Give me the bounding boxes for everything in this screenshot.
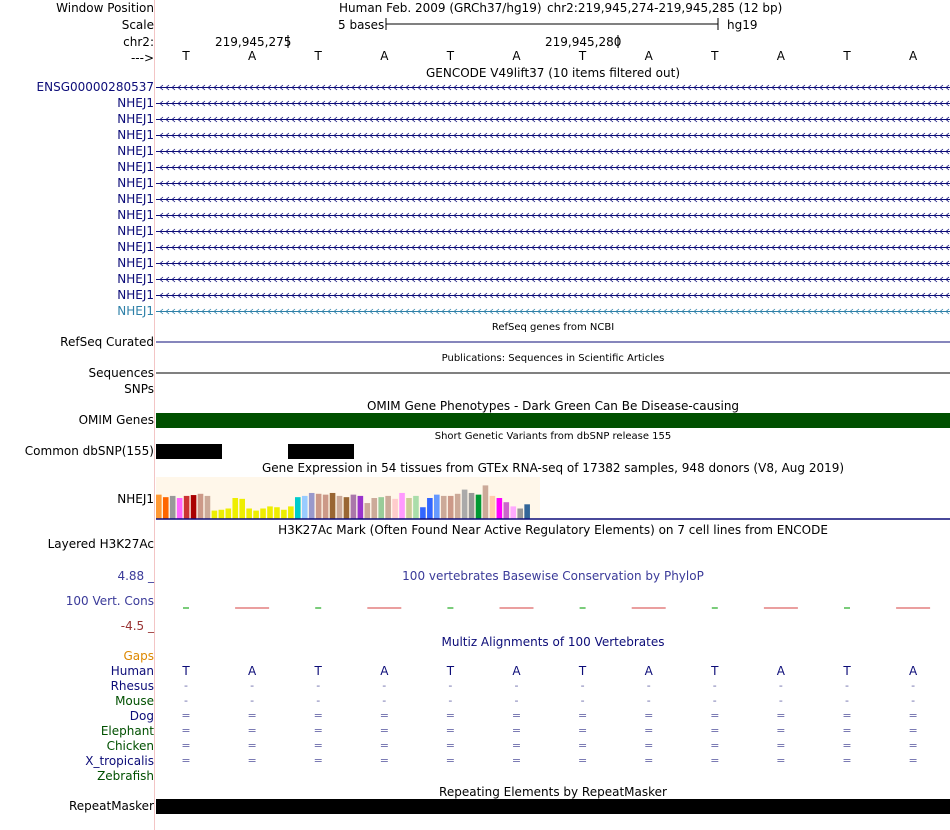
multiz-base: =: [710, 754, 720, 767]
repeatmasker-label[interactable]: RepeatMasker: [68, 799, 154, 813]
sequence-base: T: [314, 49, 322, 63]
chrom-label: chr2:: [123, 35, 154, 49]
multiz-base: =: [644, 709, 654, 722]
gtex-tissue-bar: [281, 510, 287, 519]
cons-max: 4.88 _: [117, 569, 154, 583]
gtex-tissue-bar: [260, 509, 266, 520]
scale-text: 5 bases: [338, 18, 385, 32]
gencode-item-label[interactable]: NHEJ1: [117, 96, 154, 110]
db-text: hg19: [727, 18, 758, 32]
multiz-species-label[interactable]: Dog: [129, 709, 154, 723]
multiz-species-label[interactable]: Elephant: [100, 724, 154, 738]
multiz-base: A: [776, 664, 785, 678]
gtex-tissue-bar: [184, 496, 190, 519]
multiz-base: =: [776, 739, 786, 752]
sequence-base: A: [247, 49, 257, 63]
multiz-base: =: [776, 709, 786, 722]
dbsnp-title[interactable]: Short Genetic Variants from dbSNP release 155: [434, 431, 672, 442]
multiz-base: =: [313, 754, 323, 767]
window-position-label: Window Position: [56, 1, 154, 15]
multiz-base: -: [184, 694, 188, 707]
sequence-base: A: [380, 49, 389, 63]
multiz-base: =: [908, 709, 918, 722]
multiz-base: =: [776, 724, 786, 737]
multiz-base: -: [514, 679, 519, 692]
multiz-base: -: [316, 679, 321, 692]
multiz-base: A: [247, 664, 257, 678]
multiz-base: -: [712, 679, 717, 692]
multiz-base: -: [845, 694, 849, 707]
multiz-base: =: [511, 724, 522, 737]
gtex-tissue-bar: [365, 503, 371, 519]
multiz-base: =: [710, 709, 720, 722]
multiz-base: =: [776, 754, 786, 767]
multiz-base: =: [710, 724, 720, 737]
gtex-tissue-bar: [455, 494, 461, 519]
gtex-tissue-bar: [483, 485, 489, 519]
multiz-base: =: [445, 739, 455, 752]
gtex-tissue-bar: [476, 495, 482, 519]
gtex-tissue-bar: [156, 495, 162, 519]
multiz-base: =: [577, 724, 588, 737]
gtex-tissue-bar: [399, 493, 405, 519]
multiz-base: =: [181, 724, 191, 737]
multiz-base: =: [247, 709, 257, 722]
gtex-tissue-bar: [253, 511, 259, 519]
gtex-tissue-bar: [330, 493, 336, 519]
gtex-tissue-bar: [469, 493, 475, 519]
gtex-tissue-bar: [524, 504, 530, 519]
multiz-base: -: [382, 679, 387, 692]
multiz-base: =: [908, 739, 918, 752]
multiz-base: =: [247, 739, 257, 752]
gtex-tissue-bar: [177, 498, 183, 519]
multiz-base: =: [511, 739, 522, 752]
gtex-tissue-bar: [337, 496, 343, 519]
multiz-species-label[interactable]: Rhesus: [110, 679, 154, 693]
multiz-base: -: [778, 679, 783, 692]
gtex-tissue-bar: [371, 498, 377, 519]
gencode-item-label[interactable]: NHEJ1: [117, 144, 154, 158]
gtex-tissue-bar: [163, 497, 169, 519]
gtex-tissue-bar: [420, 507, 426, 519]
repeatmasker-title[interactable]: Repeating Elements by RepeatMasker: [439, 785, 667, 799]
gtex-tissue-bar: [497, 498, 503, 519]
gencode-item-label[interactable]: ENSG00000280537: [36, 80, 154, 94]
h3k27ac-title[interactable]: H3K27Ac Mark (Often Found Near Active Regulatory Elements) on 7 cell lines from ENCODE: [278, 523, 828, 537]
multiz-base: -: [646, 679, 651, 692]
sequence-base: T: [446, 49, 455, 63]
gtex-tissue-bar: [462, 490, 468, 519]
multiz-base: -: [712, 694, 717, 707]
multiz-base: =: [644, 754, 654, 767]
gencode-item-label[interactable]: NHEJ1: [117, 256, 154, 270]
gtex-tissue-bar: [448, 496, 454, 519]
sequences-label[interactable]: Sequences: [88, 366, 154, 380]
multiz-base: -: [250, 679, 255, 692]
multiz-base: =: [644, 724, 654, 737]
gencode-item-label[interactable]: NHEJ1: [117, 192, 154, 206]
multiz-base: -: [911, 694, 916, 707]
multiz-base: -: [382, 694, 387, 707]
coord-label-1: 219,945,275: [215, 35, 292, 49]
multiz-base: T: [843, 664, 851, 678]
gtex-tissue-bar: [205, 496, 211, 519]
gtex-tissue-bar: [239, 499, 245, 519]
multiz-base: -: [250, 694, 255, 707]
multiz-base: -: [448, 679, 453, 692]
multiz-base: =: [313, 739, 323, 752]
multiz-base: =: [842, 724, 852, 737]
strand-label: --->: [130, 51, 154, 65]
gtex-tissue-bar: [385, 496, 391, 519]
gtex-tissue-bar: [267, 506, 273, 519]
multiz-base: =: [247, 724, 257, 737]
gtex-tissue-bar: [198, 494, 204, 519]
snps-label[interactable]: SNPs: [124, 382, 154, 396]
gaps-label[interactable]: Gaps: [123, 649, 154, 663]
sequence-base: A: [908, 49, 918, 63]
dbsnp-bar-1: [156, 444, 222, 459]
multiz-base: A: [380, 664, 389, 678]
multiz-base: T: [446, 664, 455, 678]
gtex-tissue-bar: [323, 495, 329, 519]
gtex-tissue-bar: [212, 511, 218, 519]
gtex-tissue-bar: [358, 496, 364, 519]
multiz-base: =: [842, 739, 852, 752]
gtex-tissue-bar: [413, 496, 419, 519]
gtex-tissue-bar: [232, 498, 238, 519]
multiz-base: =: [181, 754, 191, 767]
gencode-item-label[interactable]: NHEJ1: [117, 304, 154, 318]
sequence-base: A: [644, 49, 653, 63]
multiz-species-label[interactable]: Human: [110, 664, 154, 678]
gtex-tissue-bar: [406, 498, 412, 519]
position-text: chr2:219,945,274-219,945,285 (12 bp): [547, 1, 783, 15]
multiz-base: =: [842, 709, 852, 722]
cons-label[interactable]: 100 Vert. Cons: [65, 594, 154, 608]
multiz-base: =: [247, 754, 257, 767]
multiz-base: =: [908, 754, 918, 767]
multiz-base: T: [314, 664, 322, 678]
refseq-title[interactable]: RefSeq genes from NCBI: [491, 322, 615, 333]
gencode-item-label[interactable]: NHEJ1: [117, 208, 154, 222]
multiz-base: =: [445, 754, 455, 767]
gtex-tissue-bar: [295, 497, 301, 519]
multiz-base: =: [313, 724, 323, 737]
sequence-base: T: [182, 49, 190, 63]
multiz-base: =: [577, 739, 588, 752]
multiz-base: =: [445, 709, 455, 722]
multiz-base: -: [316, 694, 321, 707]
gtex-tissue-bar: [170, 496, 176, 519]
gencode-item-label[interactable]: NHEJ1: [117, 224, 154, 238]
gtex-tissue-bar: [392, 499, 398, 519]
multiz-base: =: [181, 709, 191, 722]
gtex-tissue-bar: [504, 502, 510, 519]
gencode-item-label[interactable]: NHEJ1: [117, 240, 154, 254]
multiz-base: -: [778, 694, 783, 707]
multiz-base: =: [511, 709, 522, 722]
gtex-label[interactable]: NHEJ1: [117, 492, 154, 506]
gencode-item-label[interactable]: NHEJ1: [117, 128, 154, 142]
assembly-text: Human Feb. 2009 (GRCh37/hg19): [339, 1, 542, 15]
multiz-base: -: [580, 694, 585, 707]
multiz-base: =: [577, 754, 588, 767]
gtex-tissue-bar: [427, 498, 433, 519]
multiz-base: T: [578, 664, 587, 678]
dbsnp-bar-2: [288, 444, 354, 459]
gtex-tissue-bar: [378, 497, 384, 519]
multiz-species-label[interactable]: Zebrafish: [97, 769, 154, 783]
gtex-title[interactable]: Gene Expression in 54 tissues from GTEx RNA-seq of 17382 samples, 948 donors (V8, Aug 2019): [261, 461, 845, 475]
scale-label: Scale: [121, 18, 154, 32]
multiz-base: -: [911, 679, 916, 692]
multiz-base: =: [710, 739, 720, 752]
multiz-base: A: [908, 664, 918, 678]
multiz-base: =: [908, 724, 918, 737]
sequence-base: T: [578, 49, 587, 63]
gtex-tissue-bar: [510, 506, 516, 519]
sequence-base: A: [776, 49, 785, 63]
gtex-tissue-bar: [219, 510, 225, 519]
multiz-base: -: [448, 694, 453, 707]
multiz-base: -: [845, 679, 849, 692]
gencode-item-label[interactable]: NHEJ1: [117, 176, 154, 190]
publications-title[interactable]: Publications: Sequences in Scientific Articles: [441, 353, 665, 364]
multiz-base: =: [379, 709, 389, 722]
repeatmasker-bar: [156, 799, 950, 814]
multiz-species-label[interactable]: Chicken: [106, 739, 154, 753]
multiz-base: =: [313, 709, 323, 722]
gtex-tissue-bar: [351, 495, 357, 519]
multiz-base: =: [445, 724, 455, 737]
gtex-tissue-bar: [191, 495, 197, 519]
multiz-species-label[interactable]: X_tropicalis: [85, 754, 154, 768]
multiz-base: =: [379, 724, 389, 737]
multiz-species-label[interactable]: Mouse: [115, 694, 154, 708]
multiz-base: -: [514, 694, 519, 707]
gtex-tissue-bar: [316, 494, 322, 519]
multiz-base: =: [842, 754, 852, 767]
multiz-base: =: [577, 709, 588, 722]
gtex-tissue-bar: [274, 507, 280, 519]
gencode-title[interactable]: GENCODE V49lift37 (10 items filtered out): [425, 66, 680, 80]
gencode-gene-lines: [156, 85, 950, 314]
gtex-tissue-bar: [517, 509, 523, 520]
sequence-base: T: [711, 49, 719, 63]
cons-min: -4.5 _: [120, 619, 154, 633]
multiz-base: A: [512, 664, 521, 678]
dbsnp-label[interactable]: Common dbSNP(155): [24, 444, 154, 458]
gencode-item-label[interactable]: NHEJ1: [117, 112, 154, 126]
multiz-base: =: [644, 739, 654, 752]
gtex-tissue-bar: [302, 496, 308, 519]
multiz-base: -: [580, 679, 585, 692]
multiz-base: =: [181, 739, 191, 752]
omim-label[interactable]: OMIM Genes: [78, 413, 154, 427]
refseq-label[interactable]: RefSeq Curated: [60, 335, 154, 349]
omim-title[interactable]: OMIM Gene Phenotypes - Dark Green Can Be Disease-causing: [366, 399, 740, 413]
multiz-base: =: [511, 754, 522, 767]
multiz-base: A: [644, 664, 653, 678]
gtex-tissue-bar: [246, 509, 252, 520]
gtex-tissue-bar: [490, 496, 496, 519]
gtex-tissue-bar: [344, 497, 350, 519]
multiz-title[interactable]: Multiz Alignments of 100 Vertebrates: [441, 635, 665, 649]
multiz-base: =: [379, 754, 389, 767]
gencode-item-label[interactable]: NHEJ1: [117, 160, 154, 174]
gtex-tissue-bar: [309, 493, 315, 519]
omim-bar: [156, 413, 950, 428]
sequence-base: T: [843, 49, 851, 63]
multiz-base: -: [184, 679, 188, 692]
gtex-tissue-bar: [288, 506, 294, 519]
sequence-base: A: [512, 49, 521, 63]
cons-title[interactable]: 100 vertebrates Basewise Conservation by PhyloP: [402, 569, 704, 583]
multiz-base: -: [646, 694, 651, 707]
multiz-base: T: [182, 664, 190, 678]
h3k27ac-label[interactable]: Layered H3K27Ac: [47, 537, 154, 551]
gencode-item-label[interactable]: NHEJ1: [117, 272, 154, 286]
multiz-base: =: [379, 739, 389, 752]
multiz-base: T: [711, 664, 719, 678]
gtex-tissue-bar: [226, 509, 232, 520]
gtex-tissue-bar: [434, 495, 440, 519]
gtex-tissue-bar: [441, 496, 447, 519]
gencode-item-label[interactable]: NHEJ1: [117, 288, 154, 302]
coord-label-2: 219,945,280: [545, 35, 622, 49]
